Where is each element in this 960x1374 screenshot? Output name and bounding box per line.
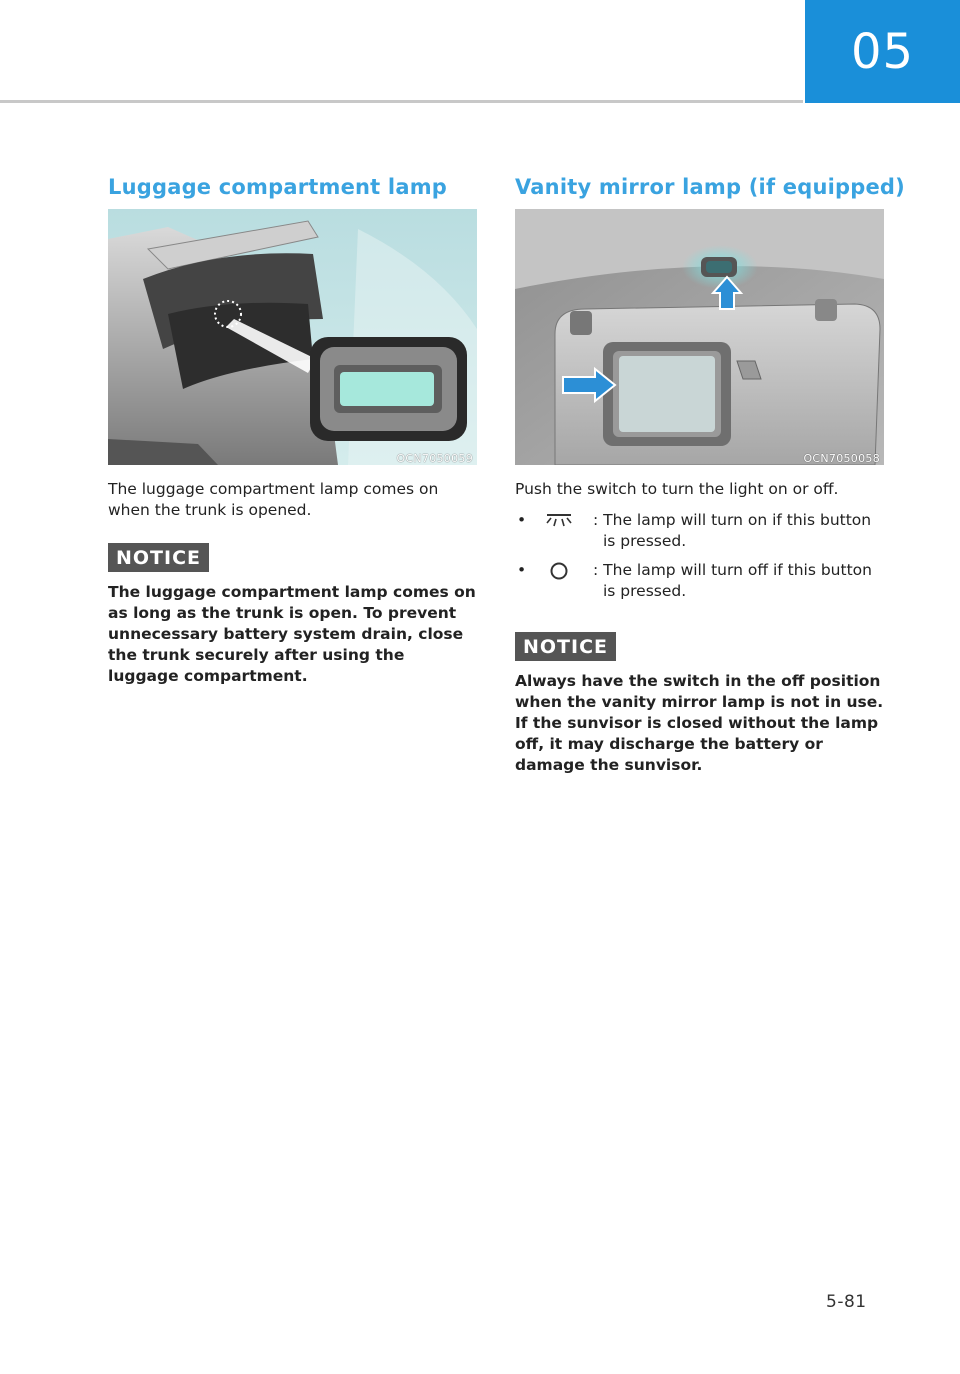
notice-label: NOTICE	[108, 543, 209, 572]
section-title-luggage-lamp: Luggage compartment lamp	[108, 175, 448, 199]
figure-code: OCN7050059	[396, 452, 473, 465]
notice-label: NOTICE	[515, 632, 616, 661]
trunk-lamp-figure	[108, 209, 477, 465]
list-item	[515, 510, 884, 552]
list-item	[515, 560, 884, 602]
section-title-vanity-lamp: Vanity mirror lamp (if equipped)	[515, 175, 905, 199]
sunvisor-illustration	[515, 209, 884, 465]
page-number: 5-81	[826, 1292, 867, 1312]
vanity-mirror-figure	[515, 209, 884, 465]
bullet: •	[517, 561, 527, 579]
body-text: Push the switch to turn the light on or off.	[515, 480, 839, 498]
lamp-on-icon	[541, 511, 577, 531]
notice-text: Always have the switch in the off position when the vanity mirror lamp is not in use. If the sunvisor is closed without the lamp off, it may discharge the battery or damage the sunvisor.	[515, 672, 884, 774]
right-column	[515, 175, 905, 776]
item-text: : The lamp will turn on if this button is pressed.	[593, 511, 872, 550]
body-text: The luggage compartment lamp comes on when the trunk is opened.	[108, 480, 439, 519]
switch-list	[515, 510, 884, 602]
lamp-off-icon	[541, 561, 577, 581]
header-rule	[0, 100, 803, 103]
trunk-illustration	[108, 209, 477, 465]
chapter-tab: 05	[805, 0, 960, 103]
left-column	[108, 175, 477, 687]
figure-code: OCN7050058	[803, 452, 880, 465]
bullet: •	[517, 511, 527, 529]
item-text: : The lamp will turn off if this button is pressed.	[593, 561, 872, 600]
notice-text: The luggage compartment lamp comes on as long as the trunk is open. To prevent unnecessary battery system drain, close the trunk securely after using the luggage compartment.	[108, 583, 476, 685]
